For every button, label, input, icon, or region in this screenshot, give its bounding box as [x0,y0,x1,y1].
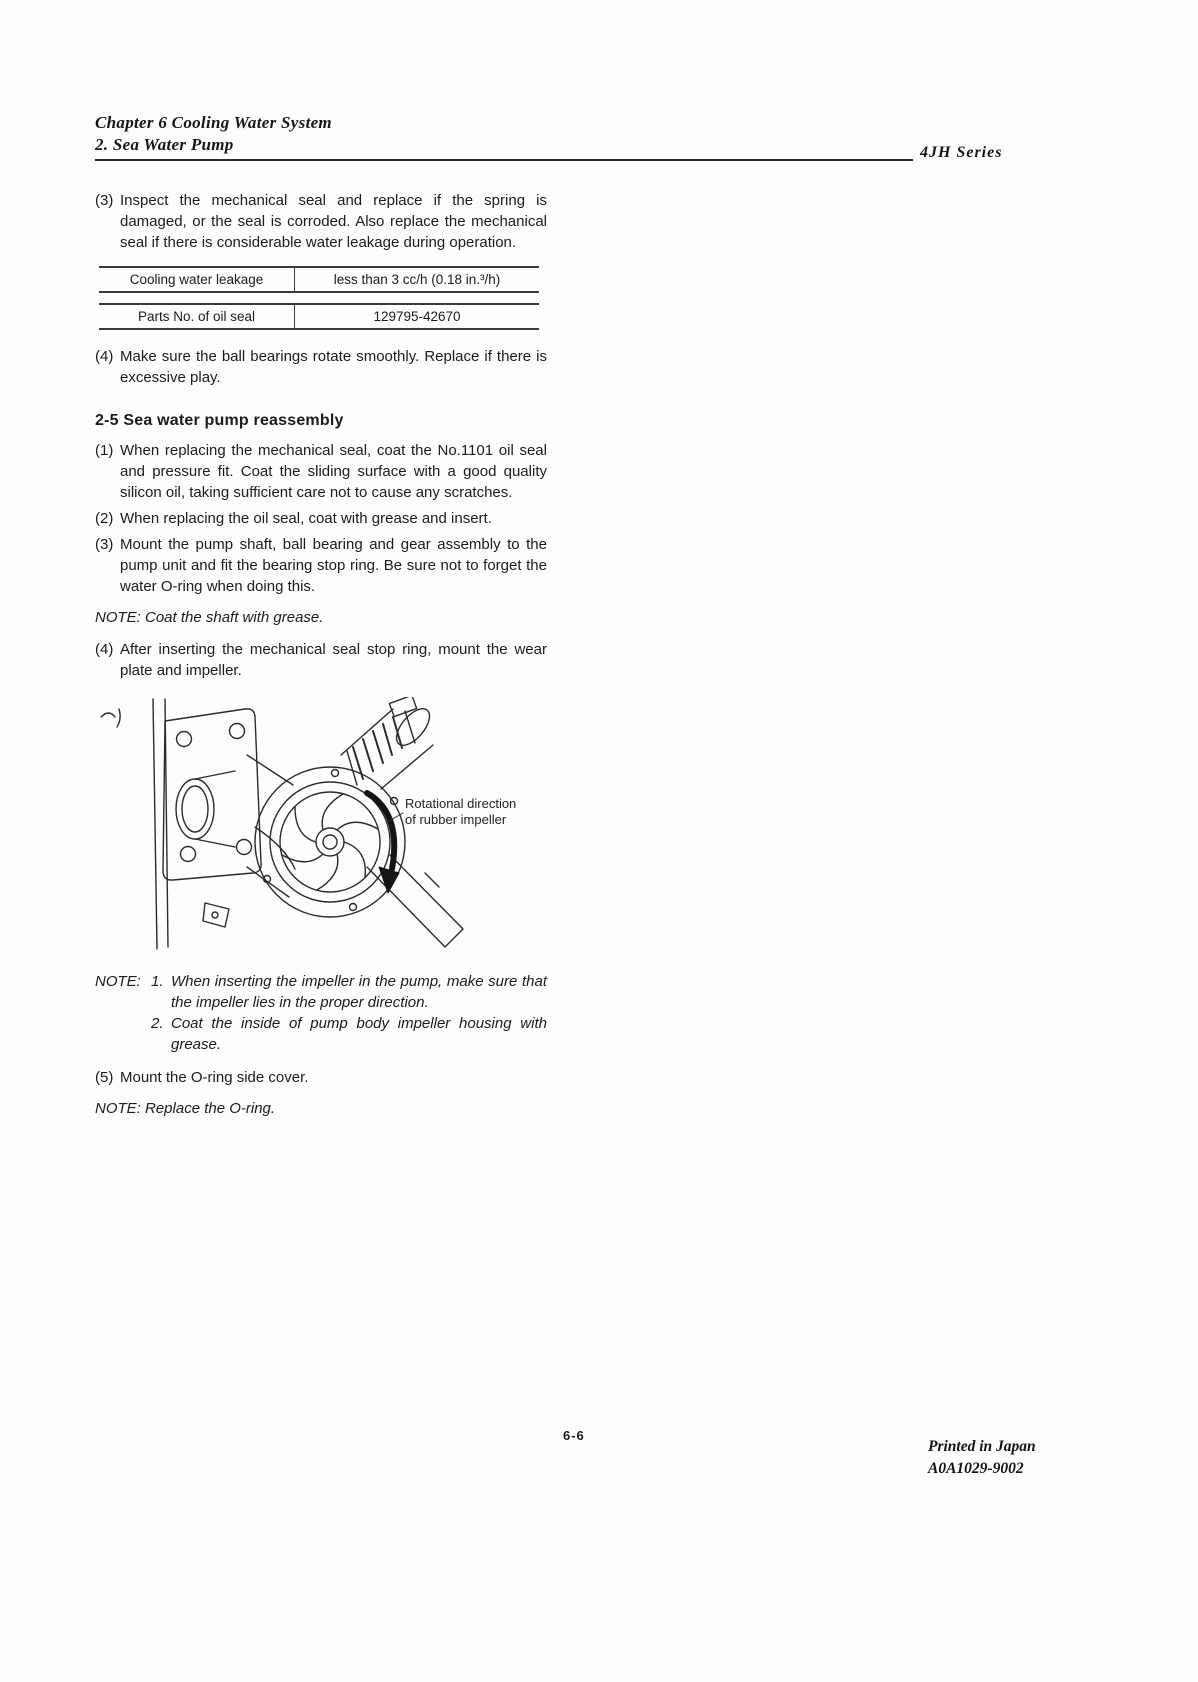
pump-figure [95,697,547,959]
figure-label-line2: of rubber impeller [405,812,507,827]
note-items [151,971,547,1055]
page-header [95,112,332,156]
spec-label: Cooling water leakage [99,268,295,291]
inspection-item-3 [95,190,547,253]
note-prefix: NOTE: [95,973,141,990]
item-number: (4) [95,348,114,365]
table-row [99,303,539,330]
sea-water-pump-illustration [95,697,547,959]
item-text: Inspect the mechanical seal and replace if the spring is damaged, or the seal is corroded. Also replace the mechanical seal if there is considerable water leakage during operation. [120,192,547,251]
note-item-number: 2. [151,1015,164,1032]
reassembly-step-3 [95,534,547,597]
spec-value: 129795-42670 [373,309,461,324]
reassembly-step-5 [95,1067,547,1088]
figure-label [405,796,516,828]
item-number: (4) [95,641,114,658]
item-text: Make sure the ball bearings rotate smoothly. Replace if there is excessive play. [120,348,547,386]
item-number: (3) [95,192,114,209]
inspection-item-4 [95,346,547,388]
note-shaft-grease: NOTE: Coat the shaft with grease. [95,609,324,626]
item-text: Mount the O-ring side cover. [120,1069,309,1086]
printed-in-japan: Printed in Japan [928,1438,1036,1455]
reassembly-step-2 [95,508,547,529]
item-number: (1) [95,442,114,459]
note-item-2 [151,1013,547,1055]
chapter-title: Chapter 6 Cooling Water System [95,113,332,132]
note-item-text: When inserting the impeller in the pump, make sure that the impeller lies in the proper direction. [171,973,547,1011]
series-label: 4JH Series [920,144,1003,161]
item-number: (3) [95,536,114,553]
reassembly-step-1 [95,440,547,503]
reassembly-step-4 [95,639,547,681]
note-item-1 [151,971,547,1013]
note-replace-oring: NOTE: Replace the O-ring. [95,1100,276,1117]
section-heading-2-5: 2-5 Sea water pump reassembly [95,412,344,429]
item-number: (2) [95,510,114,527]
content-column [95,190,547,1130]
spec-label: Parts No. of oil seal [99,305,295,328]
spec-value: less than 3 cc/h (0.18 in.³/h) [333,272,501,287]
page-number: 6-6 [563,1428,585,1443]
item-text: When replacing the oil seal, coat with grease and insert. [120,510,492,527]
item-text: When replacing the mechanical seal, coat the No.1101 oil seal and pressure fit. Coat the sliding surface with a good quality silicon oil, taking sufficient care not to cause any scratches. [120,442,547,501]
table-row [99,266,539,293]
spec-table [99,266,539,330]
section-title: 2. Sea Water Pump [95,135,234,154]
item-number: (5) [95,1069,114,1086]
figure-label-line1: Rotational direction [405,796,517,811]
note-item-number: 1. [151,973,164,990]
header-divider [95,159,913,161]
note-impeller [95,971,547,1055]
note-item-text: Coat the inside of pump body impeller housing with grease. [171,1015,547,1053]
item-text: Mount the pump shaft, ball bearing and gear assembly to the pump unit and fit the bearing stop ring. Be sure not to forget the water O-ring when doing this. [120,536,547,595]
document-code: A0A1029-9002 [928,1460,1024,1477]
item-text: After inserting the mechanical seal stop ring, mount the wear plate and impeller. [120,641,547,679]
print-info [928,1436,1036,1480]
